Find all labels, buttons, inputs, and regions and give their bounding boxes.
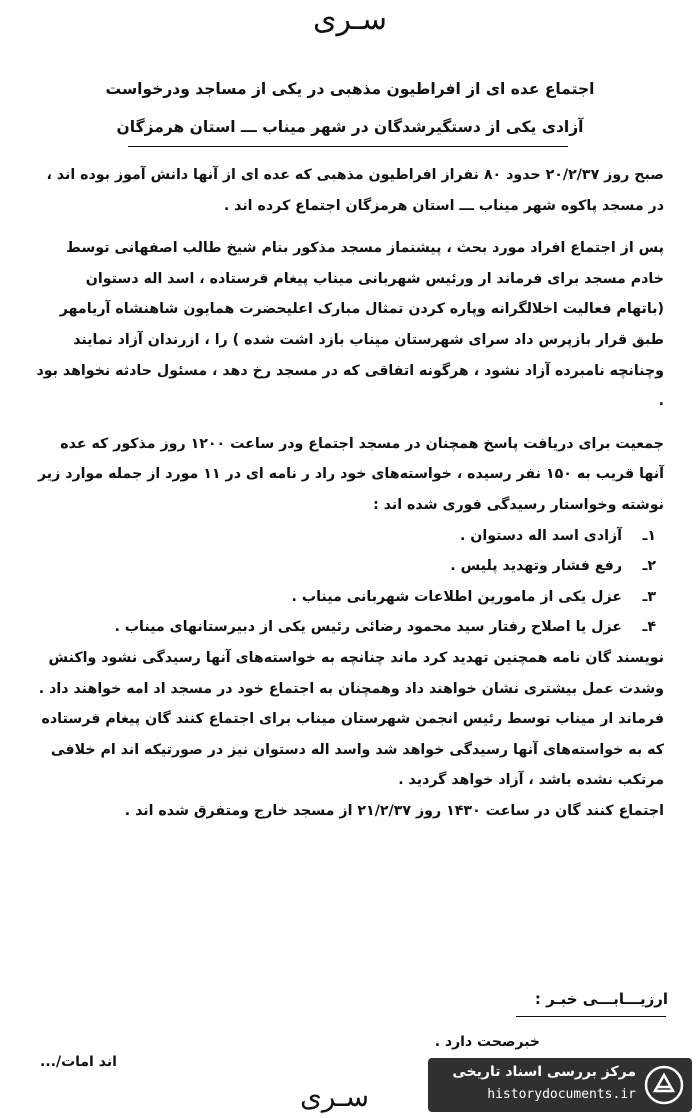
heading-underline — [128, 146, 568, 147]
watermark-badge — [428, 1058, 692, 1112]
watermark-title: مرکز بررسی اسناد تاریخی — [452, 1064, 636, 1080]
demand-text: رفع فشار وتهدید پلیس . — [450, 558, 622, 575]
demands-list — [34, 521, 664, 643]
heading-line-2: آزادی یکی از دستگیرشدگان در شهر میناب ـــ استان هرمزگان — [116, 118, 584, 136]
action-note: اند امات/... — [40, 1054, 117, 1070]
heading-line-1: اجتماع عده ای از افراطیون مذهبی در یکی از مساجد ودرخواست — [105, 80, 595, 98]
classification-stamp-top: سـرى — [313, 2, 387, 37]
assessment-underline — [516, 1016, 666, 1017]
report-body — [34, 160, 664, 826]
closing-paragraph-1: نویسند گان نامه همچنین تهدید کرد ماند چنانچه به خواسته‌های آنها رسیدگی نشود واکنش وشدت عمل بیشتری نشان خواهند داد وهمچنان به اجتماع خود در مسجد اد امه خواهند داد . — [38, 649, 664, 697]
paragraph-3: جمعیت برای دریافت پاسخ همچنان در مسجد اجتماع ودر ساعت ۱۲۰۰ روز مذکور که عده آنها قریب به ۱۵۰ نفر رسیده ، خواسته‌های خود راد ر نامه ای در ۱۱ مورد از جمله موارد زیر نوشته وخواستار رسیدگی فوری شده اند : — [37, 435, 664, 513]
demand-item — [34, 612, 664, 643]
demand-number: ۳ـ — [642, 588, 656, 605]
assessment-value: خبرصحت دارد . — [434, 1034, 540, 1050]
classification-stamp-bottom: سـرى — [300, 1080, 370, 1113]
demand-number: ۴ـ — [642, 619, 656, 636]
demand-number: ۱ـ — [642, 527, 656, 544]
archive-logo-icon — [644, 1065, 684, 1105]
closing-paragraph-3: اجتماع کنند گان در ساعت ۱۴۳۰ روز ۲۱/۲/۳۷ از مسجد خارج ومتفرق شده اند . — [124, 802, 664, 819]
demand-item — [34, 551, 664, 582]
assessment-label: ارزیـــابـــی خبـر : — [534, 990, 668, 1008]
paragraph-2: پس از اجتماع افراد مورد بحث ، پیشنماز مسجد مذکور بنام شیخ طالب اصفهانی توسط خادم مسجد برای فرماند ار ورئیس شهربانی میناب پیغام فرستاده ، اسد اله دستوان (باتهام فعالیت اخلالگرانه وپاره کردن تمثال مبارک اعلیحضرت همایون شاهنشاه آریامهر طبق قرار بازپرس داد سرای شهرستان میناب بازد اشت شده ) را ، ازرندان آزاد نمایند وچنانچه نامبرده آزاد نشود ، هرگونه اتفاقی که در مسجد رخ دهد ، مسئول حادثه نخواهد بود . — [36, 240, 664, 410]
closing-paragraph-2: فرماند ار میناب توسط رئیس انجمن شهرستان میناب برای اجتماع کنند گان پیغام فرستاده که به خواسته‌های آنها رسیدگی خواهد شد واسد اله دستوان نیز در صورتیکه اند ام خلافی مرتکب نشده باشد ، آزاد خواهد گردید . — [41, 711, 664, 789]
demand-item — [34, 521, 664, 552]
demand-text: آزادی اسد اله دستوان . — [459, 527, 622, 544]
demand-text: عزل یا اصلاح رفتار سید محمود رضائی رئیس یکی از دبیرستانهای میناب . — [114, 619, 622, 636]
paragraph-1: صبح روز ۲۰/۲/۳۷ حدود ۸۰ نفراز افراطیون مذهبی که عده ای از آنها دانش آموز بوده اند ، در مسجد پاکوه شهر میناب ـــ استان هرمزگان اجتماع کرده اند . — [46, 167, 664, 214]
demand-item — [34, 582, 664, 613]
demand-number: ۲ـ — [642, 558, 656, 575]
watermark-url: historydocuments.ir — [487, 1087, 636, 1102]
demand-text: عزل یکی از مامورین اطلاعات شهربانی میناب . — [291, 588, 622, 605]
